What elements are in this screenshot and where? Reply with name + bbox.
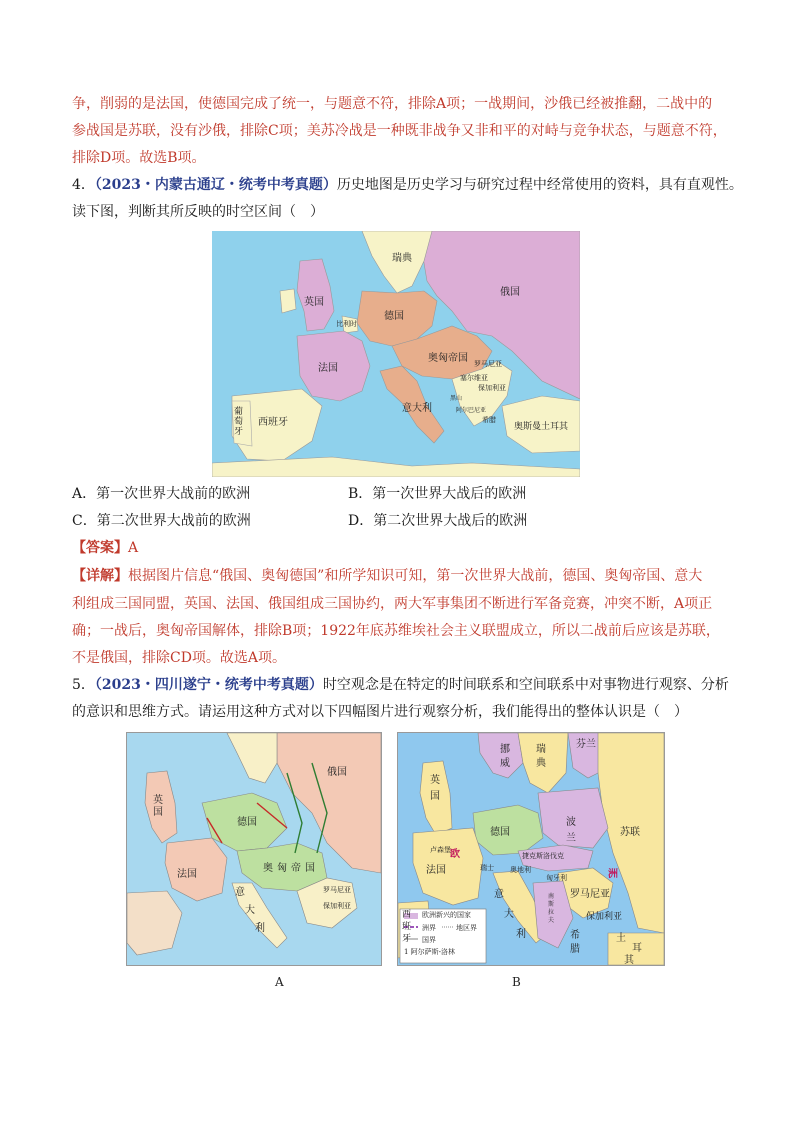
mapa-label-france: 法国 xyxy=(177,869,197,880)
mapa-label-uk: 英国 xyxy=(153,795,163,818)
mapb-label-qi: 其 xyxy=(624,955,634,966)
q5-source: （2023・四川遂宁・统考中考真题） xyxy=(94,677,323,693)
q4-map-graphic xyxy=(212,231,580,477)
mapb-label-romania: 罗马尼亚 xyxy=(570,889,610,900)
map-label-austria-hungary: 奥匈帝国 xyxy=(428,353,468,364)
prev-answer-line-1: 争，削弱的是法国，使德国完成了统一，与题意不符，排除A项；一战期间，沙俄已经被推翻，二战中的 xyxy=(72,96,713,112)
q4-option-d[interactable]: D．第二次世界大战后的欧洲 xyxy=(348,513,528,529)
q4-detail-tag: 【详解】 xyxy=(72,568,128,584)
mapa-label-di: 帝 xyxy=(291,863,301,874)
mapb-legend-continent-border: 洲界 xyxy=(422,924,436,932)
map-label-romania: 罗马尼亚 xyxy=(474,360,502,368)
q4-europe-map xyxy=(212,231,580,477)
mapb-label-germany: 德国 xyxy=(490,827,510,838)
q4-stem-line-1 xyxy=(72,175,743,195)
map-label-italy: 意大利 xyxy=(402,403,432,414)
mapb-label-yi: 意 xyxy=(494,889,504,900)
q4-stem-line-2: 读下图，判断其所反映的时空区间（ ） xyxy=(72,204,324,220)
q5-stem-1: 时空观念是在特定的时间联系和空间联系中对事物进行观察、分析 xyxy=(322,677,729,693)
map-label-germany: 德国 xyxy=(384,311,404,322)
mapb-label-li: 利 xyxy=(516,929,526,940)
q5-stem-line-2: 的意识和思维方式。请运用这种方式对以下四幅图片进行观察分析，我们能得出的整体认识是（ ） xyxy=(72,704,688,720)
mapa-label-xiong: 匈 xyxy=(277,863,287,874)
mapb-label-france: 法国 xyxy=(426,865,446,876)
map-label-ottoman: 奥斯曼土耳其 xyxy=(514,422,569,432)
mapb-label-uk: 英国 xyxy=(430,775,440,802)
mapb-label-spain: 西班牙 xyxy=(402,910,412,944)
map-label-sweden: 瑞典 xyxy=(392,253,412,264)
mapa-label-russia: 俄国 xyxy=(327,767,347,778)
q4-option-b[interactable]: B．第一次世界大战后的欧洲 xyxy=(348,486,527,502)
q4-option-c[interactable]: C．第二次世界大战前的欧洲 xyxy=(72,513,251,529)
mapb-legend-alsace: 1 阿尔萨斯-洛林 xyxy=(404,948,456,956)
ireland-region xyxy=(280,289,296,313)
q4-number: 4． xyxy=(72,177,95,193)
q4-option-a[interactable]: A．第一次世界大战前的欧洲 xyxy=(72,486,251,502)
mapb-label-norway: 挪威 xyxy=(500,744,510,769)
mapb-label-austria: 奥地利 xyxy=(510,866,531,874)
mapa-label-germany: 德国 xyxy=(237,817,257,828)
mapb-label-bulgaria: 保加利亚 xyxy=(586,912,623,922)
mapb-label-ussr: 苏联 xyxy=(620,827,640,838)
mapa-label-ao: 奥 xyxy=(263,863,273,874)
mapa-label-guo: 国 xyxy=(305,863,315,874)
map-label-montenegro: 黑山 xyxy=(450,395,463,402)
mapb-label-finland: 芬兰 xyxy=(576,739,596,750)
mapb-label-hungary: 匈牙利 xyxy=(546,874,567,882)
q5-stem-line-1 xyxy=(72,675,732,695)
mapb-label-poland: 波兰 xyxy=(566,817,576,844)
mapb-legend-new-states: 欧洲新兴的国家 xyxy=(422,911,471,919)
q5-map-b xyxy=(397,732,665,966)
q4-stem-1: 历史地图是历史学习与研究过程中经常使用的资料，具有直观性。 xyxy=(336,177,743,193)
mapb-label-tu: 土 xyxy=(616,933,626,944)
mapb-label-sweden: 瑞典 xyxy=(536,744,546,769)
mapa-label-da: 大 xyxy=(245,905,255,916)
q5-number: 5． xyxy=(72,677,95,693)
q4-source: （2023・内蒙古通辽・统考中考真题） xyxy=(94,177,337,193)
map-label-albania: 阿尔巴尼亚 xyxy=(456,407,487,414)
map-label-spain: 西班牙 xyxy=(258,417,288,428)
mapb-legend-region-border: 地区界 xyxy=(456,924,477,932)
mapb-label-ou: 欧 xyxy=(450,849,460,860)
q4-answer-tag: 【答案】 xyxy=(72,540,128,556)
q4-answer-line xyxy=(72,538,732,558)
mapb-label-czech: 捷克斯洛伐克 xyxy=(522,852,564,860)
mapb-label-er: 耳 xyxy=(632,943,642,954)
mapb-label-greece: 希腊 xyxy=(570,930,580,955)
map-label-bulgaria: 保加利亚 xyxy=(478,384,506,392)
map-label-belgium: 比利时 xyxy=(336,320,357,328)
mapb-legend-national-border: 国界 xyxy=(422,936,436,944)
q5-map-a xyxy=(126,732,382,966)
mapa-label-li: 利 xyxy=(255,923,265,934)
mapa-label-romania: 罗马尼亚 xyxy=(323,886,351,894)
prev-answer-line-2: 参战国是苏联，没有沙俄，排除C项；美苏冷战是一种既非战争又非和平的对峙与竞争状态，与题意不符， xyxy=(72,123,727,139)
q4-detail-line-4: 不是俄国，排除CD项。故选A项。 xyxy=(72,650,287,666)
map-label-france: 法国 xyxy=(318,363,338,374)
q4-detail-1: 根据图片信息“俄国、奥匈德国”和所学知识可知，第一次世界大战前，德国、奥匈帝国、意大 xyxy=(128,568,703,584)
q4-detail-line-2: 利组成三国同盟，英国、法国、俄国组成三国协约，两大军事集团不断进行军备竞赛，冲突不断，A项正 xyxy=(72,596,713,612)
mapa-label-yi: 意 xyxy=(235,887,245,898)
mapa-label-bulgaria: 保加利亚 xyxy=(323,902,351,910)
map-label-russia: 俄国 xyxy=(500,287,520,298)
q4-detail-line-1 xyxy=(72,566,732,586)
mapb-label-luxembourg: 卢森堡 xyxy=(430,846,451,854)
q4-detail-line-3: 确；一战后，奥匈帝国解体，排除B项；1922年底苏维埃社会主义联盟成立，所以二战前后应该是苏联， xyxy=(72,623,720,639)
map-label-greece: 希腊 xyxy=(482,416,496,424)
map-label-uk: 英国 xyxy=(304,297,324,308)
mapb-label-da: 大 xyxy=(504,909,514,920)
mapb-label-switzerland: 瑞士 xyxy=(480,864,494,872)
q4-answer-value: A xyxy=(128,540,139,556)
prev-answer-line-3: 排除D项。故选B项。 xyxy=(72,150,206,166)
q5-caption-b: B xyxy=(512,975,521,989)
map-label-serbia: 塞尔维亚 xyxy=(460,374,488,382)
map-label-portugal: 葡萄牙 xyxy=(234,407,244,437)
q5-caption-a: A xyxy=(275,975,284,989)
mapb-label-zhou: 洲 xyxy=(608,869,618,880)
mapb-label-yugoslavia: 南斯拉夫 xyxy=(548,893,555,924)
